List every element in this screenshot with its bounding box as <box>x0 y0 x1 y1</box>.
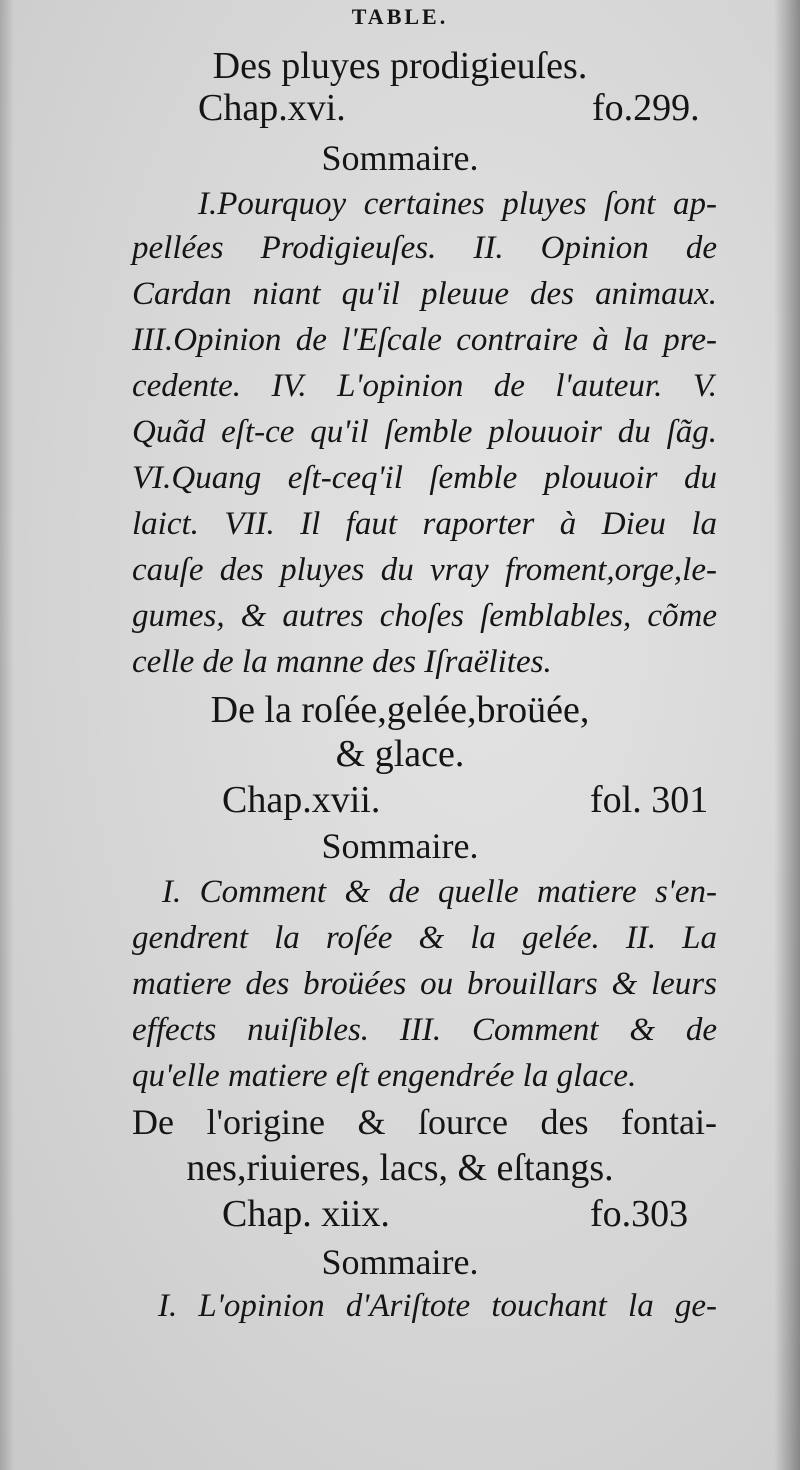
summary-line: gumes, & autres choſes ſemblables, cõme <box>132 598 717 634</box>
summary-line: VI.Quang eſt-ceq'il ſemble plouuoir du <box>132 460 717 496</box>
summary-line: celle de la manne des Iſraëlites. <box>132 644 552 680</box>
summary-line: Cardan niant qu'il pleuue des animaux. <box>132 276 717 312</box>
folio-number: fo.303 <box>590 1193 689 1235</box>
chapter-number: Chap.xvii. <box>222 779 381 821</box>
summary-line: gendrent la roſée & la gelée. II. La <box>132 920 717 956</box>
summary-line: effects nuiſibles. III. Comment & de <box>132 1012 717 1048</box>
section-title: Des pluyes prodigieuſes. <box>212 45 588 87</box>
summary-line: Quãd eſt-ce qu'il ſemble plouuoir du ſãg. <box>132 414 717 450</box>
folio-number: fo.299. <box>592 87 700 129</box>
sommaire-heading: Sommaire. <box>321 826 479 866</box>
folio-number: fol. 301 <box>590 779 709 821</box>
section-title-continued: nes,riuieres, lacs, & eſtangs. <box>186 1147 614 1189</box>
sommaire-heading: Sommaire. <box>321 138 479 178</box>
summary-line: I.Pourquoy certaines pluyes ſont ap- <box>198 186 717 222</box>
summary-line: cauſe des pluyes du vray froment,orge,le- <box>132 552 717 588</box>
summary-line: I. L'opinion d'Ariſtote touchant la ge- <box>158 1288 717 1324</box>
summary-line: laict. VII. Il faut raporter à Dieu la <box>132 506 717 542</box>
running-head: TABLE. <box>351 4 449 29</box>
section-title-continued: & glace. <box>335 733 465 775</box>
sommaire-heading: Sommaire. <box>321 1242 479 1282</box>
summary-line: qu'elle matiere eſt engendrée la glace. <box>132 1058 637 1094</box>
summary-line: cedente. IV. L'opinion de l'auteur. V. <box>132 368 717 404</box>
summary-line: matiere des broüées ou brouillars & leurs <box>132 966 717 1002</box>
section-title: De la roſée,gelée,broüée, <box>210 689 590 731</box>
section-title: De l'origine & ſource des fontai- <box>132 1102 717 1142</box>
summary-line: I. Comment & de quelle matiere s'en- <box>162 874 717 910</box>
chapter-number: Chap. xiix. <box>222 1193 390 1235</box>
summary-line: pellées Prodigieuſes. II. Opinion de <box>132 230 717 266</box>
summary-line: III.Opinion de l'Eſcale contraire à la pre- <box>132 322 717 358</box>
chapter-number: Chap.xvi. <box>198 87 346 129</box>
